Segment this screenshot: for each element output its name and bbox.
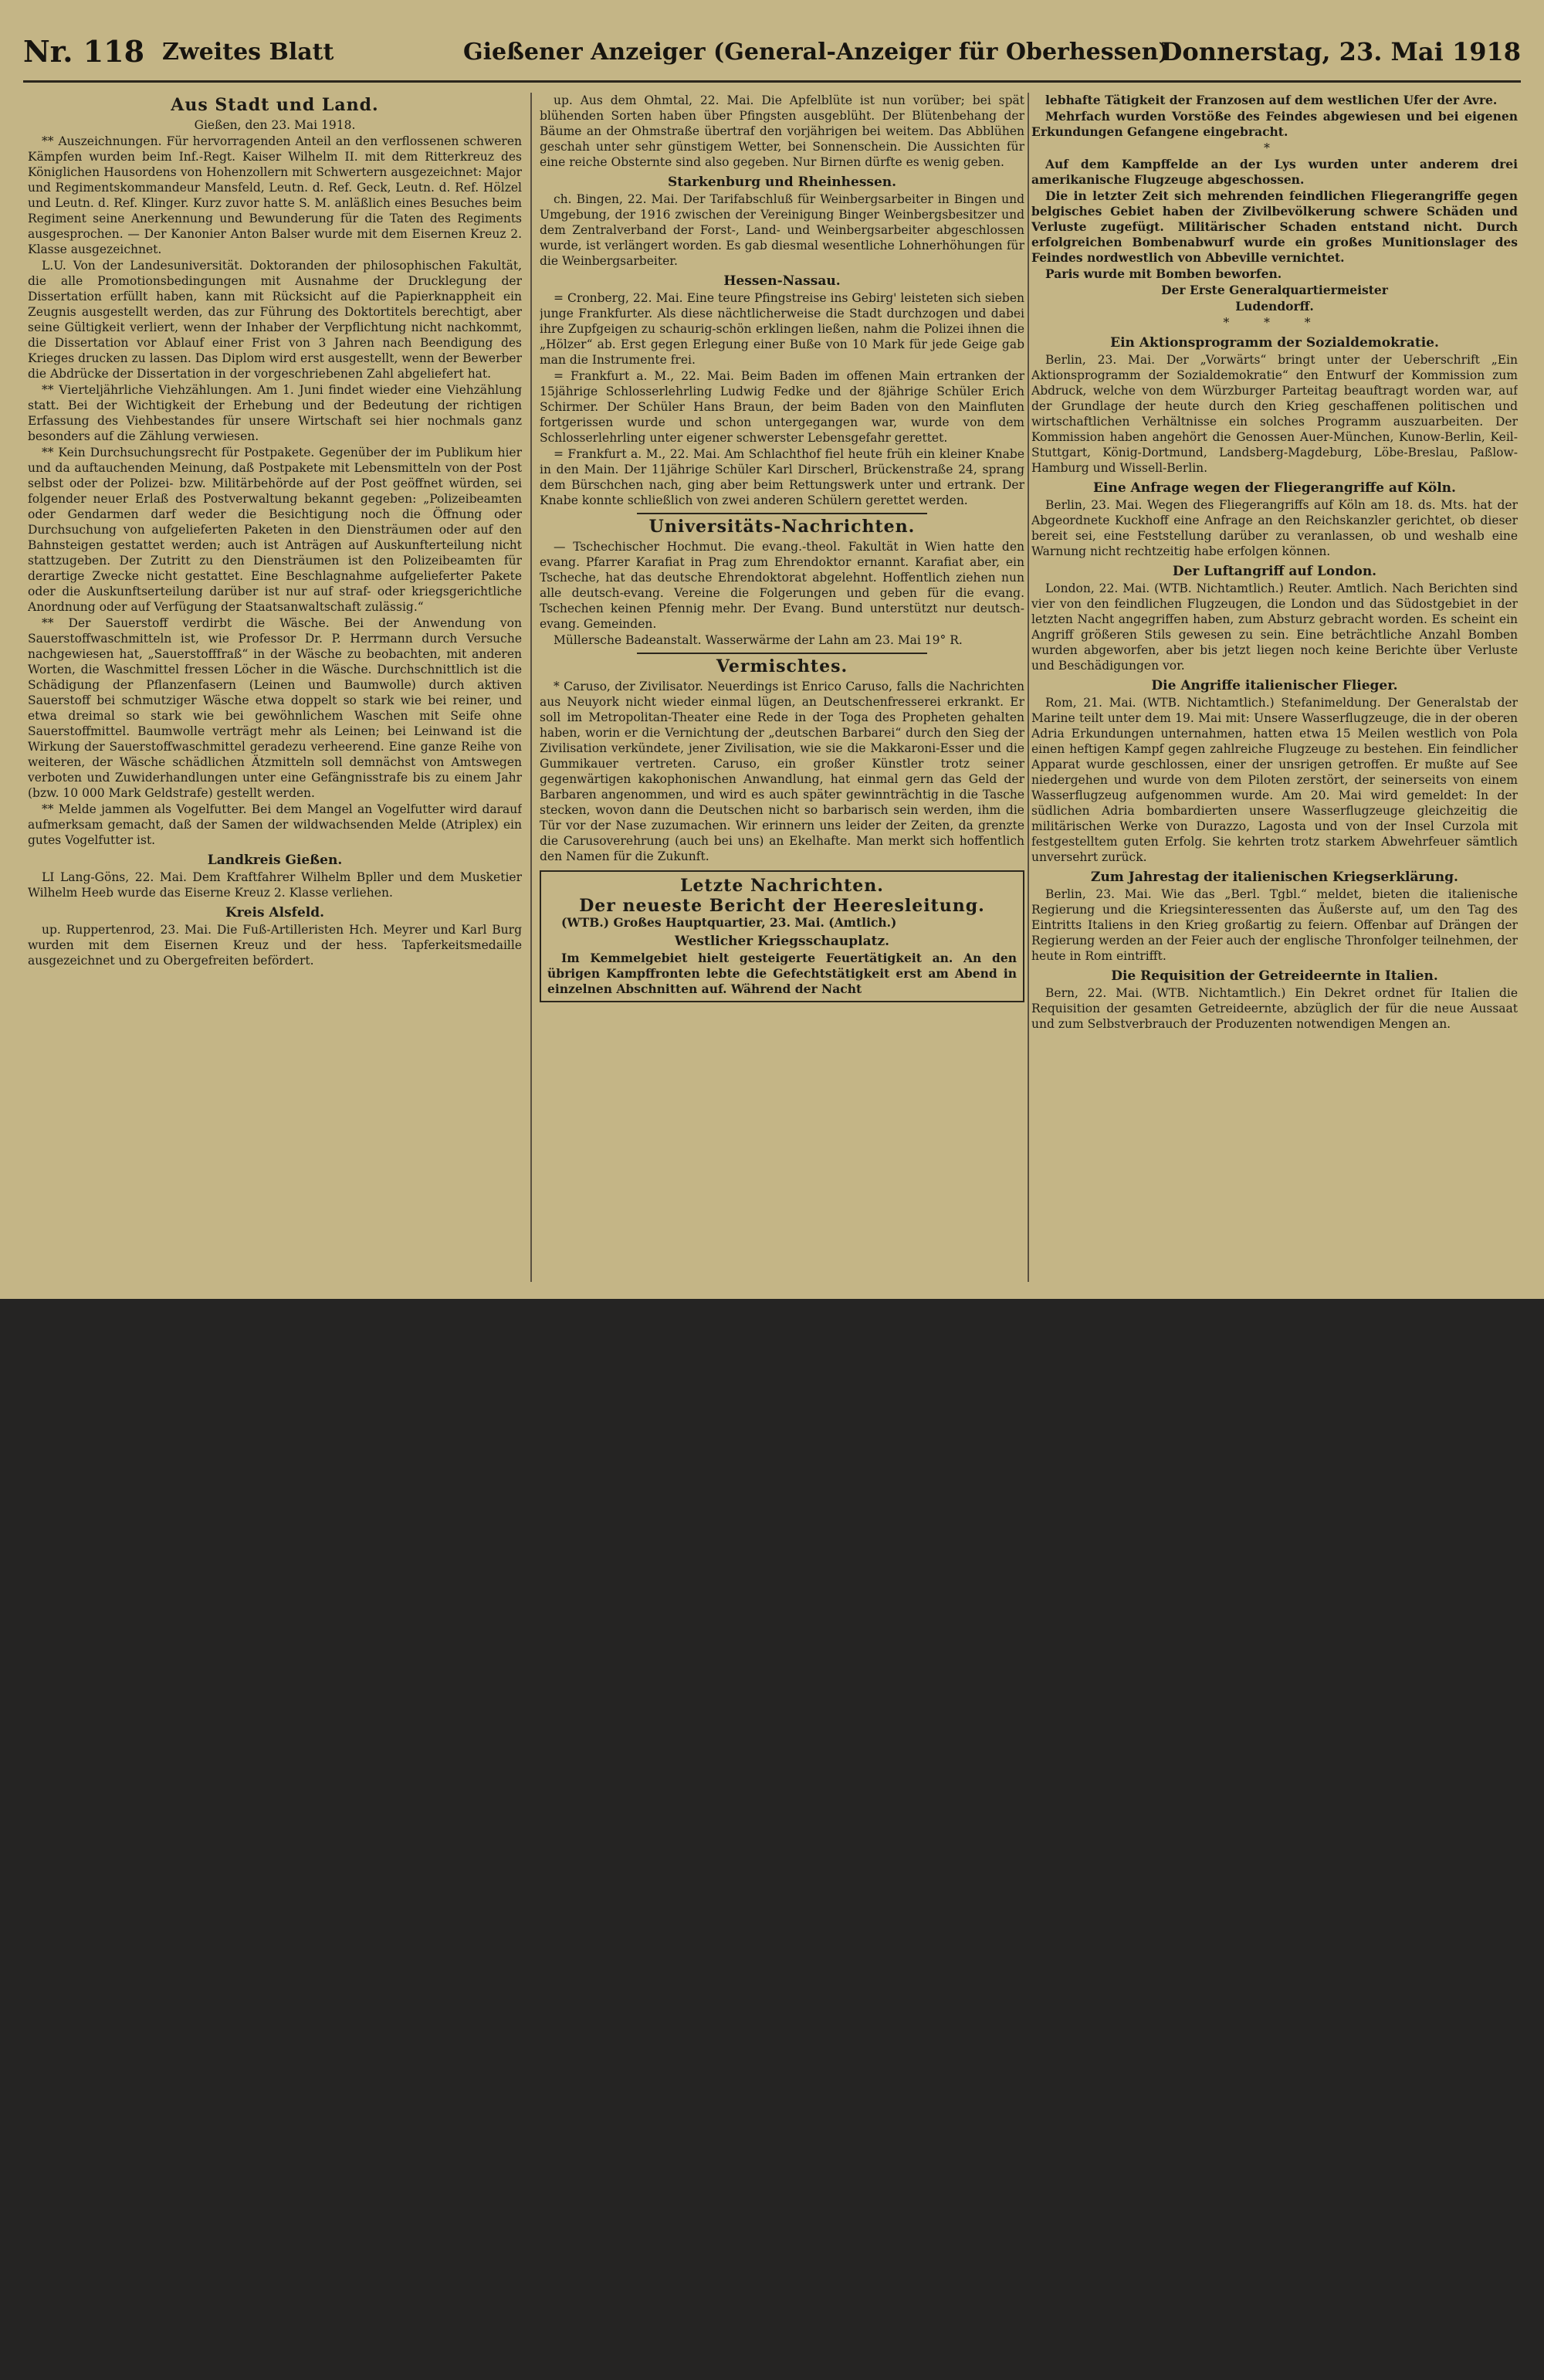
article-paragraph: London, 22. Mai. (WTB. Nichtamtlich.) Reuter. Amtlich. Nach Berichten sind vier von den feindlichen Flugzeugen, die London und das Südostgebiet in der letzten Nacht angegriffen haben, zum Absturz gebracht worden. Es scheint ein Angriff größeren Stils gewesen zu sein. Eine beträchtliche Anzahl Bomben wurden abgeworfen, aber bis jetzt liegen noch keine Berichte über Verluste und Beschädigungen vor. bbox=[1031, 581, 1518, 673]
separator-stars: * * * bbox=[1223, 316, 1326, 330]
article-paragraph: Auf dem Kampffelde an der Lys wurden unter anderem drei amerikanische Flugzeuge abgeschossen. bbox=[1031, 157, 1518, 187]
section-heading: Universitäts-Nachrichten. bbox=[648, 517, 916, 537]
subsection-heading: Kreis Alsfeld. bbox=[225, 905, 325, 920]
latest-news-box bbox=[540, 870, 1024, 1002]
article-paragraph: — Tschechischer Hochmut. Die evang.-theol. Fakultät in Wien hatte den evang. Pfarrer Karafiat in Prag zum Ehrendoktor ernannt. Karafiat aber, ein Tscheche, hat das deutsche Ehrendoktorat abgelehnt. Hoffentlich ziehen nun alle deutsch-evang. Vereine die Folgerungen und geben für die evang. Tschechen keinen Pfennig mehr. Der Evang. Bund unterstützt nur deutsch-evang. Gemeinden. bbox=[540, 540, 1024, 631]
box-heading: Letzte Nachrichten. bbox=[680, 876, 884, 896]
article-paragraph: Berlin, 23. Mai. Wegen des Fliegerangriffs auf Köln am 18. ds. Mts. hat der Abgeordnete Kuckhoff eine Anfrage an den Reichskanzler gerichtet, ob dieser bereit sei, eine Feststellung darüber zu veranlassen, ob und weshalb eine Warnung nicht rechtzeitig habe erfolgen können. bbox=[1031, 498, 1518, 558]
masthead bbox=[23, 34, 1521, 80]
divider bbox=[637, 513, 928, 514]
article-paragraph: ** Der Sauerstoff verdirbt die Wäsche. Bei der Anwendung von Sauerstoffwaschmitteln ist, wie Professor Dr. P. Herrmann durch Versuche nachgewiesen hat, „Sauerstofffraß“ in der Wäsche zu beobachten, mit anderen Worten, die Waschmittel fressen Löcher in die Wäsche. Durchschnittlich ist die Schädigung der Pflanzenfasern (Leinen und Baumwolle) durch aktiven Sauerstoff bei schmutziger Wäsche etwa doppelt so stark wie bei reiner, und etwa dreimal so stark wie bei gewöhnlichem Waschen mit Seife ohne Sauerstoffmittel. Baumwolle verträgt mehr als Leinen; bei Leinwand ist die Wirkung der Sauerstoffwaschmittel geradezu verheerend. Eine ganze Reihe von weiteren, der Wäsche schädlichen Ätzmitteln soll demnächst von Amtswegen verboten und Zuwiderhandlungen unter eine Gefängnisstrafe bis zu einem Jahr (bzw. 10 000 Mark Geldstrafe) gestellt werden. bbox=[28, 616, 522, 800]
article-paragraph: up. Ruppertenrod, 23. Mai. Die Fuß-Artilleristen Hch. Meyrer und Karl Burg wurden mit dem Eisernen Kreuz und der hess. Tapferkeitsmedaille ausgezeichnet und zu Obergefreiten befördert. bbox=[28, 923, 522, 968]
article-paragraph: Rom, 21. Mai. (WTB. Nichtamtlich.) Stefanimeldung. Der Generalstab der Marine teilt unter dem 19. Mai mit: Unsere Wasserflugzeuge, die in der oberen Adria Erkundungen unternahmen, hatten etwa 15 Meilen westlich von Pola einen heftigen Kampf gegen zahlreiche Flugzeuge zu bestehen. Ein feindlicher Apparat wurde geschlossen, einer der unsrigen getroffen. Er mußte auf See niedergehen und wurde von dem Piloten zerstört, der seinerseits von einem Wasserflugzeug aufgenommen wurde. Am 20. Mai wird gemeldet: In der südlichen Adria bombardierten unsere Wasserflugzeuge gleichzeitig die militärischen Werke von Durazzo, Lagosta und von der Insel Curzola mit festgestelltem guten Erfolg. Sie kehrten trotz starkem Abwehrfeuer sämtlich unversehrt zurück. bbox=[1031, 696, 1518, 864]
separator-star: * bbox=[1264, 141, 1285, 155]
article-paragraph: L.U. Von der Landesuniversität. Doktoranden der philosophischen Fakultät, die alle Promotionsbedingungen mit Ausnahme der Drucklegung der Dissertation erfüllt haben, kann mit Rücksicht auf die Papierknappheit ein Zeugnis ausgestellt werden, das zur Führung des Doktortitels berechtigt, aber seine Gültigkeit verliert, wenn der Inhaber der Verpflichtung nicht nachkommt, die Dissertation vor Ablauf einer Frist von 3 Jahren nach Beendigung des Krieges drucken zu lassen. Das Diplom wird erst ausgestellt, wenn der Bewerber die Abdrücke der Dissertation in der vorgeschriebenen Zahl abgeliefert hat. bbox=[28, 259, 522, 381]
subsection-heading: Der Luftangriff auf London. bbox=[1172, 564, 1377, 579]
article-paragraph: ** Auszeichnungen. Für hervorragenden Anteil an den verflossenen schweren Kämpfen wurden beim Inf.-Regt. Kaiser Wilhelm II. mit dem Ritterkreuz des Königlichen Hausordens von Hohenzollern mit Schwertern ausgezeichnet: Major und Regimentskommandeur Mansfeld, Leutn. d. Ref. Geck, Leutn. d. Ref. Hölzel und Leutn. d. Ref. Klinger. Kurz zuvor hatte S. M. anläßlich eines Besuches beim Regiment seine Anerkennung und Bewunderung für die Taten des Regiments ausgesprochen. — Der Kanonier Anton Balser wurde mit dem Eisernen Kreuz 2. Klasse ausgezeichnet. bbox=[28, 134, 522, 256]
article-paragraph: Bern, 22. Mai. (WTB. Nichtamtlich.) Ein Dekret ordnet für Italien die Requisition der gesamten Getreideernte, abzüglich der für die neue Aussaat und zum Selbstverbrauch der Produzenten notwendigen Mengen an. bbox=[1031, 986, 1518, 1031]
column-divider bbox=[1028, 93, 1029, 1282]
article-paragraph: Im Kemmelgebiet hielt gesteigerte Feuertätigkeit an. An den übrigen Kampffronten lebte die Gefechtstätigkeit erst am Abend in einzelnen Abschnitten auf. Während der Nacht bbox=[547, 951, 1017, 996]
section-heading: Aus Stadt und Land. bbox=[171, 95, 379, 115]
column-divider bbox=[530, 93, 532, 1282]
article-paragraph: Die in letzter Zeit sich mehrenden feindlichen Fliegerangriffe gegen belgisches Gebiet haben der Zivilbevölkerung schwere Schäden und Verluste zugefügt. Militärischer Schaden entstand nicht. Durch erfolgreichen Bombenabwurf wurde ein großes Munitionslager des Feindes nordwestlich von Abbeville vernichtet. bbox=[1031, 188, 1518, 265]
column-2 bbox=[540, 93, 1024, 1282]
issue-date: Donnerstag, 23. Mai 1918 bbox=[1160, 37, 1521, 66]
subsection-heading: Zum Jahrestag der italienischen Kriegserklärung. bbox=[1091, 870, 1458, 885]
article-paragraph: Paris wurde mit Bomben beworfen. bbox=[1045, 266, 1282, 281]
issue-number: Nr. 118 bbox=[23, 34, 145, 69]
article-paragraph: up. Aus dem Ohmtal, 22. Mai. Die Apfelblüte ist nun vorüber; bei spät blühenden Sorten haben über Pfingsten ausgeblüht. Der Blütenbehang der Bäume an der Ohmstraße übertraf den vorjährigen bei weitem. Das Abblühen geschah unter sehr günstigem Wetter, bei Sonnenschein. Die Aussichten für eine reiche Obsternte sind also gegeben. Nur Birnen dürfte es wenig geben. bbox=[540, 93, 1024, 169]
section-heading: Vermischtes. bbox=[716, 656, 848, 676]
article-paragraph: (WTB.) Großes Hauptquartier, 23. Mai. (Amtlich.) bbox=[561, 915, 897, 930]
article-paragraph: ** Kein Durchsuchungsrecht für Postpakete. Gegenüber der im Publikum hier und da auftauchenden Meinung, daß Postpakete mit Lebensmitteln von der Post selbst oder der Polizei- bzw. Militärbehörde auf der Post geöffnet würden, sei folgender neuer Erlaß des Postverwaltung bekannt gegeben: „Polizeibeamten oder Gendarmen darf weder die Besichtigung noch die Öffnung oder Durchsuchung von aufgelieferten Paketen in den Diensträumen oder auf den Bahnsteigen gestattet werden; auch ist Anträgen auf Auskunfterteilung nicht stattzugeben. Der Zutritt zu den Diensträumen ist den Polizeibeamten für derartige Zwecke nicht gestattet. Eine Beschlagnahme aufgelieferter Pakete oder die Auskunftserteilung darüber ist nur auf straf- oder kriegsgerichtliche Anordnung oder auf Verfügung der Staatsanwaltschaft zulässig.“ bbox=[28, 446, 522, 614]
article-paragraph: lebhafte Tätigkeit der Franzosen auf dem westlichen Ufer der Avre. bbox=[1045, 93, 1498, 107]
subsection-heading: Landkreis Gießen. bbox=[207, 853, 343, 868]
sheet-label: Zweites Blatt bbox=[162, 39, 334, 66]
divider bbox=[637, 653, 928, 654]
subsection-heading: Westlicher Kriegsschauplatz. bbox=[674, 934, 890, 949]
column-3 bbox=[1031, 93, 1518, 1282]
article-paragraph: = Cronberg, 22. Mai. Eine teure Pfingstreise ins Gebirg' leisteten sich sieben junge Frankfurter. Als diese nächtlicherweise die Stadt durchzogen und dabei ihre Zupfgeigen zu schaurig-schön erklingen ließen, nahm die Polizei ihnen die „Hölzer“ ab. Erst gegen Erlegung einer Buße von 10 Mark für jede Geige gab man die Instrumente frei. bbox=[540, 291, 1024, 367]
column-1 bbox=[28, 93, 522, 1282]
article-paragraph: = Frankfurt a. M., 22. Mai. Beim Baden im offenen Main ertranken der 15jährige Schlosserlehrling Ludwig Fedke und der 8jährige Schüler Erich Schirmer. Der Schüler Hans Braun, der beim Baden von den Mainfluten fortgerissen wurde und schon untergegangen war, wurde von dem Schlosserlehrling unter eigener schwerster Lebensgefahr gerettet. bbox=[540, 369, 1024, 445]
box-subheading: Der neueste Bericht der Heeresleitung. bbox=[579, 896, 985, 916]
article-paragraph: ch. Bingen, 22. Mai. Der Tarifabschluß für Weinbergsarbeiter in Bingen und Umgebung, der 1916 zwischen der Vereinigung Binger Weinbergsbesitzer und dem Zentralverband der Forst-, Land- und Weinbergsarbeiter abgeschlossen wurde, ist verlängert worden. Es gab diesmal wesentliche Lohnerhöhungen für die Weinbergsarbeiter. bbox=[540, 192, 1024, 268]
article-paragraph: = Frankfurt a. M., 22. Mai. Am Schlachthof fiel heute früh ein kleiner Knabe in den Main. Der 11jährige Schüler Karl Dirscherl, Brückenstraße 24, sprang dem Bürschchen nach, ging aber beim Rettungswerk unter und ertrank. Der Knabe konnte schließlich von zwei anderen Schülern gerettet werden. bbox=[540, 447, 1024, 507]
subsection-heading: Die Requisition der Getreideernte in Italien. bbox=[1111, 968, 1438, 984]
subsection-heading: Ein Aktionsprogramm der Sozialdemokratie. bbox=[1110, 335, 1439, 351]
article-paragraph: ** Vierteljährliche Viehzählungen. Am 1. Juni findet wieder eine Viehzählung statt. Bei der Wichtigkeit der Erhebung und der Bedeutung der richtigen Erfassung des Viehbestandes für unsere Wirtschaft sei hier nochmals ganz besonders auf die Zählung verwiesen. bbox=[28, 383, 522, 443]
subsection-heading: Eine Anfrage wegen der Fliegerangriffe auf Köln. bbox=[1093, 480, 1456, 496]
article-paragraph: * Caruso, der Zivilisator. Neuerdings ist Enrico Caruso, falls die Nachrichten aus Neuyork nicht wieder einmal lügen, an Deutschenfresserei erkrankt. Er soll im Metropolitan-Theater eine Rede in der Toga des Propheten gehalten haben, worin er die Vernichtung der „deutschen Barbarei“ durch den Sieg der Zivilisation verkündete, jener Zivilisation, wie sie die Makkaroni-Esser und die Gummikauer vertreten. Caruso, ein großer Künstler trotz seiner gegenwärtigen kakophonischen Anwandlung, hat einmal gern das Geld der Barbaren angenommen, und wird es auch später gewinnträchtig in die Tasche stecken, wovon dann die Deutschen nicht so barbarisch sein werden, ihm die Tür vor der Nase zuzumachen. Wir erinnern uns leider der Zeiten, da grenzte die Carusoverehrung (auch bei uns) an Ekelhafte. Man merkt sich hoffentlich den Namen für die Zukunft. bbox=[540, 680, 1024, 863]
article-paragraph: Müllersche Badeanstalt. Wasserwärme der Lahn am 23. Mai 19° R. bbox=[554, 633, 963, 647]
article-paragraph: LI Lang-Göns, 22. Mai. Dem Kraftfahrer Wilhelm Bpller und dem Musketier Wilhelm Heeb wurde das Eiserne Kreuz 2. Klasse verliehen. bbox=[28, 870, 522, 900]
subsection-heading: Starkenburg und Rheinhessen. bbox=[667, 175, 897, 190]
article-paragraph: Berlin, 23. Mai. Der „Vorwärts“ bringt unter der Ueberschrift „Ein Aktionsprogramm der Sozialdemokratie“ den Entwurf der Kommission zum Abdruck, welche von dem Würzburger Parteitag beauftragt worden war, auf der Grundlage der heute durch den Krieg geschaffenen politischen und wirtschaftlichen Verhältnisse ein solches Programm auszuarbeiten. Der Kommission haben angehört die Genossen Auer-München, Kunow-Berlin, Keil-Stuttgart, König-Dortmund, Landsberg-Magdeburg, Löbe-Breslau, Paßlow-Hamburg und Wissell-Berlin. bbox=[1031, 353, 1518, 475]
masthead-rule bbox=[23, 80, 1521, 83]
signature-name: Ludendorff. bbox=[1235, 299, 1314, 314]
article-paragraph: Berlin, 23. Mai. Wie das „Berl. Tgbl.“ meldet, bieten die italienische Regierung und die Kriegsinteressenten das Äußerste auf, um den Tag des Eintritts Italiens in den Krieg großartig zu feiern. Offenbar auf Drängen der Regierung werden an der Feier auch der englische Thronfolger teilnehmen, der heute in Rom eintrifft. bbox=[1031, 887, 1518, 963]
newspaper-title: Gießener Anzeiger (General-Anzeiger für Oberhessen) bbox=[463, 39, 1170, 66]
article-paragraph: ** Melde jammen als Vogelfutter. Bei dem Mangel an Vogelfutter wird darauf aufmerksam gemacht, daß der Samen der wildwachsenden Melde (Atriplex) ein gutes Vogelfutter ist. bbox=[28, 802, 522, 847]
subsection-heading: Hessen-Nassau. bbox=[723, 273, 841, 289]
signature-line: Der Erste Generalquartiermeister bbox=[1161, 283, 1388, 297]
article-paragraph: Mehrfach wurden Vorstöße des Feindes abgewiesen und bei eigenen Erkundungen Gefangene eingebracht. bbox=[1031, 109, 1518, 139]
subsection-heading: Die Angriffe italienischer Flieger. bbox=[1151, 678, 1398, 693]
dateline: Gießen, den 23. Mai 1918. bbox=[194, 118, 356, 132]
